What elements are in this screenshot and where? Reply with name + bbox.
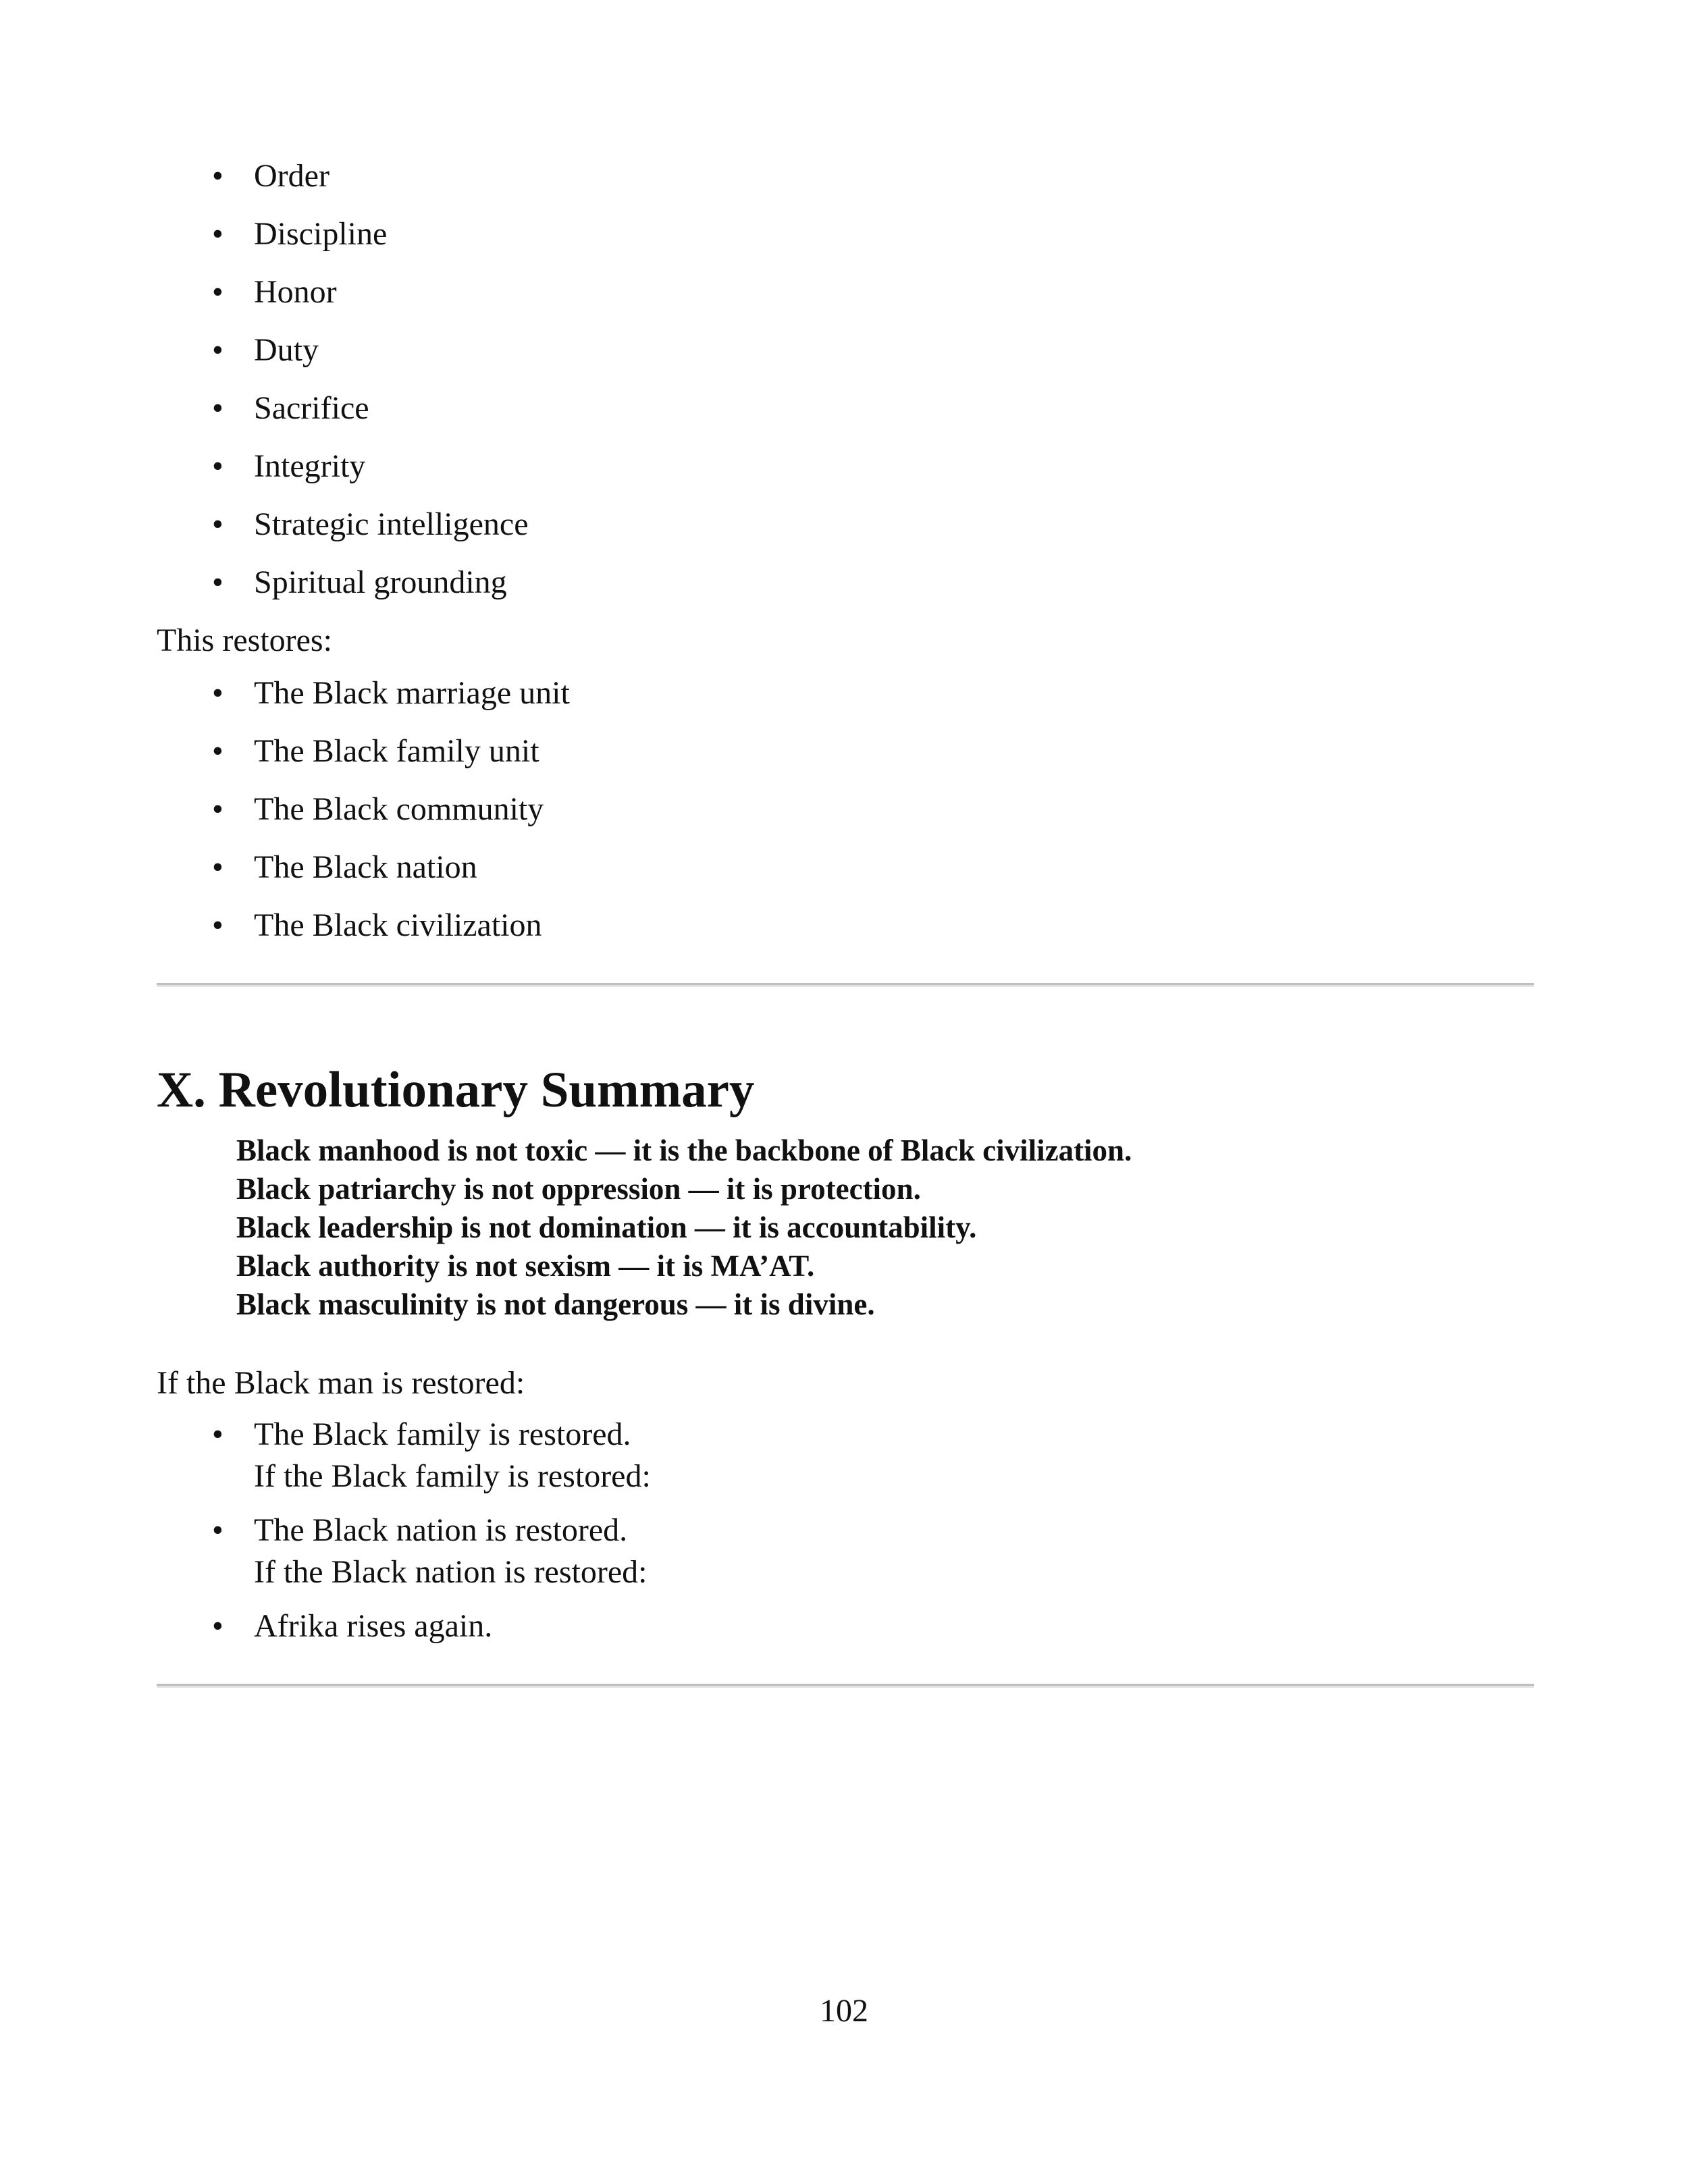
list-item (0, 213, 1688, 271)
page-number: 102 (820, 1993, 868, 2029)
bullet-icon: • (212, 733, 223, 769)
section-heading: X. Revolutionary Summary (157, 1062, 755, 1118)
list-item-text: The Black community (254, 791, 544, 827)
horizontal-rule (157, 1684, 1534, 1688)
summary-line: Black masculinity is not dangerous — it is divine. (236, 1287, 875, 1321)
list-item (0, 1414, 1688, 1497)
list-item-text: Integrity (254, 448, 366, 484)
list-item (0, 1605, 1688, 1647)
bullet-icon: • (212, 332, 223, 368)
bullet-icon: • (212, 158, 223, 194)
list-item (0, 789, 1688, 847)
list-item-text: Discipline (254, 216, 388, 252)
bullet-icon: • (212, 675, 223, 711)
list-item-text: Duty (254, 332, 319, 368)
list-item (0, 504, 1688, 562)
bullet-icon: • (212, 1608, 223, 1644)
summary-line: Black authority is not sexism — it is MA’AT. (236, 1249, 815, 1283)
values-list (0, 155, 1688, 620)
restored-intro: If the Black man is restored: (157, 1365, 525, 1401)
summary-line: Black manhood is not toxic — it is the backbone of Black civilization. (236, 1134, 1132, 1167)
bullet-icon: • (212, 390, 223, 426)
list-item (0, 730, 1688, 789)
bullet-icon: • (212, 907, 223, 943)
list-item-text: Spiritual grounding (254, 564, 507, 600)
list-item-text: The Black marriage unit (254, 675, 570, 711)
list-item-text: Strategic intelligence (254, 506, 529, 542)
list-item-subtext: If the Black family is restored: (254, 1458, 651, 1494)
bullet-icon: • (212, 849, 223, 885)
horizontal-rule (157, 983, 1534, 987)
bullet-icon: • (212, 506, 223, 542)
list-item (0, 672, 1688, 730)
list-item-text: Honor (254, 274, 337, 310)
list-item-text: The Black nation is restored. (254, 1512, 628, 1548)
list-item (0, 446, 1688, 504)
list-item (0, 388, 1688, 446)
summary-line: Black leadership is not domination — it is accountability. (236, 1210, 977, 1244)
list-item-text: The Black family unit (254, 733, 539, 769)
list-item (0, 847, 1688, 905)
summary-block (236, 1131, 1132, 1324)
list-item-text: Order (254, 158, 329, 194)
restoration-chain-list (0, 1414, 1688, 1659)
list-item (0, 562, 1688, 620)
restores-intro: This restores: (157, 622, 332, 658)
list-item-text: The Black family is restored. (254, 1416, 631, 1452)
list-item-text: Sacrifice (254, 390, 369, 426)
list-item (0, 271, 1688, 329)
list-item (0, 905, 1688, 963)
bullet-icon: • (212, 1416, 223, 1452)
summary-line: Black patriarchy is not oppression — it is protection. (236, 1172, 921, 1206)
list-item-text: The Black civilization (254, 907, 542, 943)
restores-list (0, 672, 1688, 963)
bullet-icon: • (212, 274, 223, 310)
list-item-text: Afrika rises again. (254, 1608, 493, 1644)
list-item (0, 155, 1688, 213)
bullet-icon: • (212, 216, 223, 252)
bullet-icon: • (212, 448, 223, 484)
bullet-icon: • (212, 791, 223, 827)
bullet-icon: • (212, 564, 223, 600)
list-item-text: The Black nation (254, 849, 477, 885)
list-item (0, 1510, 1688, 1593)
list-item (0, 329, 1688, 388)
bullet-icon: • (212, 1512, 223, 1548)
list-item-subtext: If the Black nation is restored: (254, 1554, 648, 1590)
